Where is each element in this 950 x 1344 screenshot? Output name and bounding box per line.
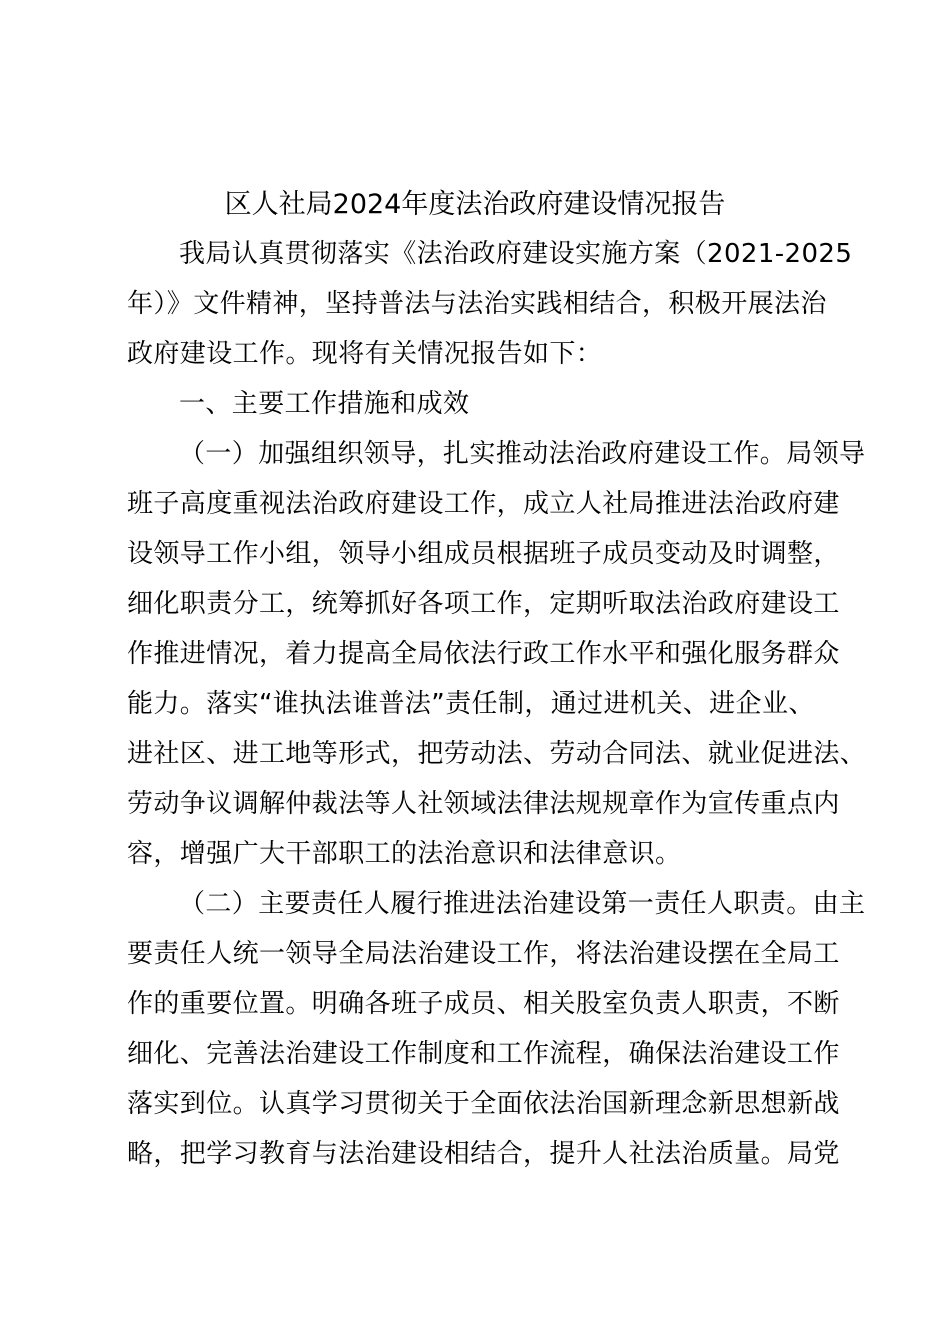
paragraph-line: 劳动争议调解仲裁法等人社领域法律法规规章作为宣传重点内 [127, 789, 840, 819]
paragraph-line: 细化、完善法治建设工作制度和工作流程，确保法治建设工作 [127, 1039, 840, 1069]
paragraph-line: （一）加强组织领导，扎实推动法治政府建设工作。局领导 [179, 439, 866, 469]
paragraph-line: 班子高度重视法治政府建设工作，成立人社局推进法治政府建 [127, 489, 840, 519]
paragraph-line: 进社区、进工地等形式，把劳动法、劳动合同法、就业促进法、 [127, 739, 867, 769]
paragraph-line: 设领导工作小组，领导小组成员根据班子成员变动及时调整， [127, 539, 840, 569]
paragraph-line: 我局认真贯彻落实《法治政府建设实施方案（2021-2025 [179, 239, 853, 269]
section-heading: 一、主要工作措施和成效 [179, 389, 470, 419]
paragraph-line: （二）主要责任人履行推进法治建设第一责任人职责。由主 [179, 889, 866, 919]
paragraph-line: 作的重要位置。明确各班子成员、相关股室负责人职责，不断 [127, 989, 840, 1019]
paragraph-line: 落实到位。认真学习贯彻关于全面依法治国新理念新思想新战 [127, 1089, 840, 1119]
paragraph-line: 容，增强广大干部职工的法治意识和法律意识。 [127, 839, 682, 869]
paragraph-line: 要责任人统一领导全局法治建设工作，将法治建设摆在全局工 [127, 939, 840, 969]
paragraph-line: 政府建设工作。现将有关情况报告如下： [127, 339, 603, 369]
paragraph-line: 能力。落实“谁执法谁普法”责任制，通过进机关、进企业、 [127, 689, 815, 719]
document-title: 区人社局2024年度法治政府建设情况报告 [224, 189, 726, 220]
paragraph-line: 年）》文件精神，坚持普法与法治实践相结合，积极开展法治 [127, 289, 827, 319]
paragraph-line: 略，把学习教育与法治建设相结合，提升人社法治质量。局党 [127, 1139, 840, 1169]
paragraph-line: 细化职责分工，统筹抓好各项工作，定期听取法治政府建设工 [127, 589, 840, 619]
paragraph-line: 作推进情况，着力提高全局依法行政工作水平和强化服务群众 [127, 639, 840, 669]
